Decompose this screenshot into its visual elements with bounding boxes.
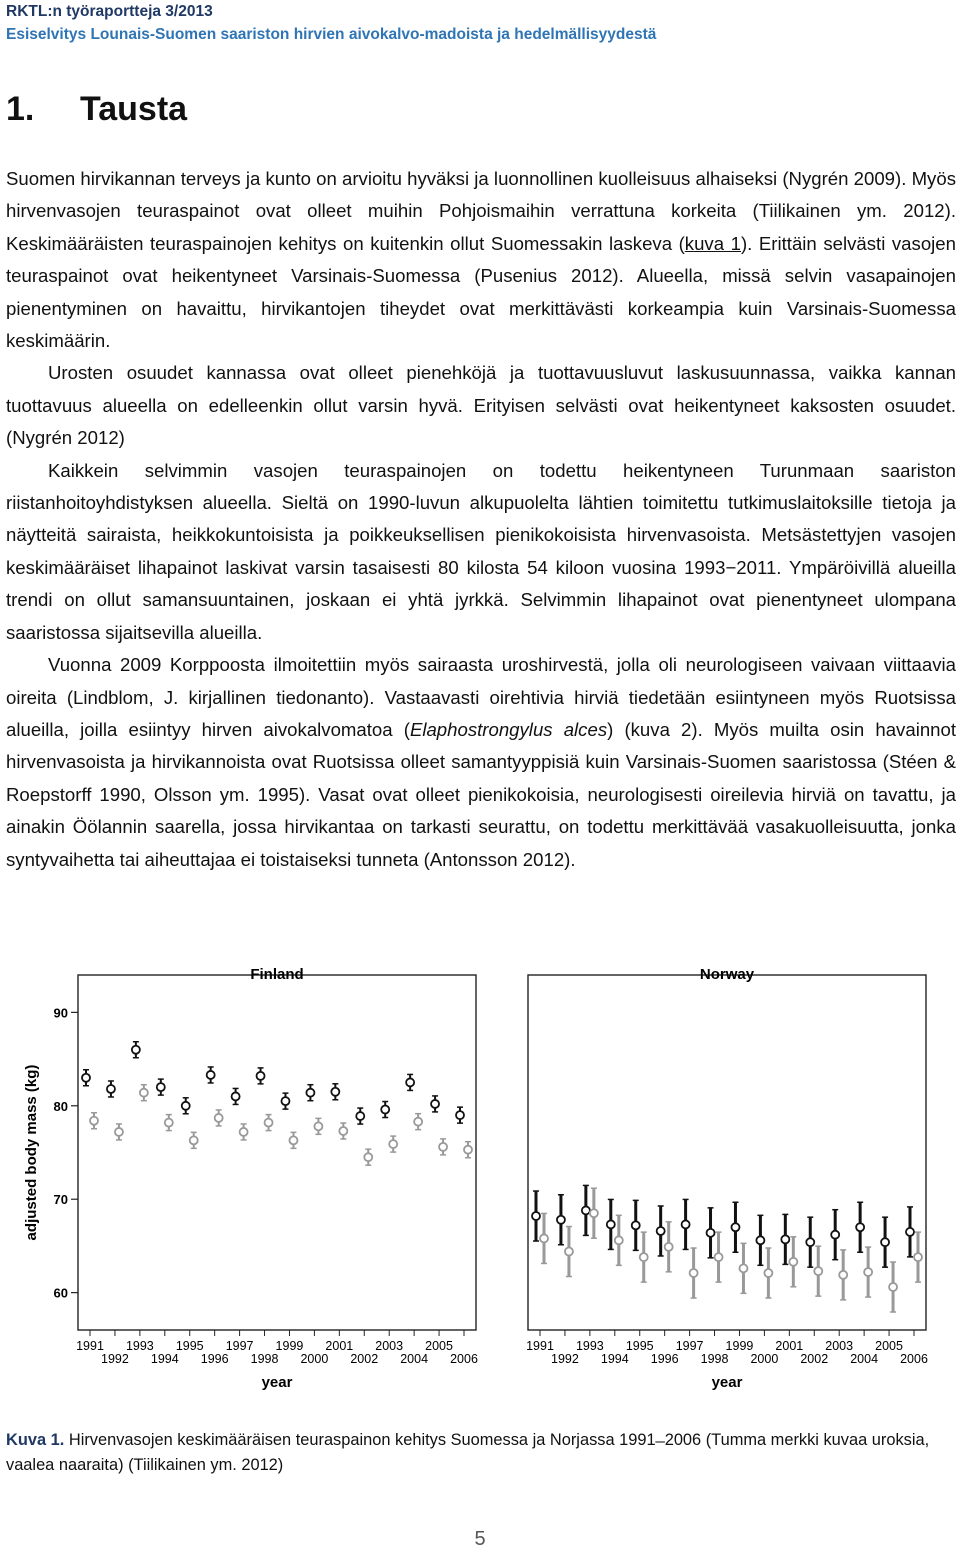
data-point [464, 1146, 472, 1154]
data-point [557, 1216, 565, 1224]
data-point [906, 1228, 914, 1236]
data-point [565, 1248, 573, 1256]
x-tick-label: 1992 [551, 1352, 579, 1366]
data-point [640, 1253, 648, 1261]
data-point [339, 1127, 347, 1135]
data-point [232, 1092, 240, 1100]
data-point [132, 1046, 140, 1054]
x-tick-label: 1996 [650, 1352, 679, 1366]
x-axis-label: year [261, 1374, 293, 1391]
data-point [115, 1128, 123, 1136]
data-point [257, 1072, 265, 1080]
chart-title: Norway [699, 966, 755, 983]
data-point [389, 1140, 397, 1148]
data-point [90, 1117, 98, 1125]
x-tick-label: 1998 [250, 1352, 279, 1366]
x-tick-label: 1993 [575, 1339, 604, 1353]
data-point [607, 1220, 615, 1228]
data-point [715, 1253, 723, 1261]
x-tick-label: 2002 [800, 1352, 829, 1366]
x-tick-label: 1999 [725, 1339, 754, 1353]
data-point [414, 1118, 422, 1126]
section-number: 1. [6, 90, 35, 128]
header-title: Esiselvitys Lounais-Suomen saariston hirvien aivokalvo-madoista ja hedelmällisyydestä [6, 26, 657, 43]
data-point [864, 1268, 872, 1276]
data-point [665, 1243, 673, 1251]
x-tick-label: 1994 [600, 1352, 629, 1366]
data-point [364, 1153, 372, 1161]
data-point [165, 1119, 173, 1127]
paragraph-3: Kaikkein selvimmin vasojen teuraspainojen on todettu heikentyneen Turunmaan saariston riistanhoitoyhdistyksen alueella. Sieltä on 1990-luvun alkupuolelta lähtien toimitettu tutkimuslaitoksille tietoja ja näytteitä sairaista, heikkokuntoisista ja poikkeuksellisen pienikokoisista hirvenvasoista. Metsästettyjen vasojen keskimääräiset lihapainot laskivat varsin tasaisesti 80 kilosta 54 kiloon vuosina 1993−2011. Ympäröivillä alueilla trendi on ollut samansuuntainen, joskaan ei yhtä jyrkkä. Selvimmin lihapainot ovat pienentyneet ulompana saaristossa sijaitsevilla alueilla. [6, 459, 956, 643]
data-point [314, 1122, 322, 1130]
paragraph-1-text-b: ). Erittäin selvästi vasojen teuraspainot ovat heikentyneet Varsinais-Suomessa (Pusenius 2012). Alueella, missä selvin vasapainojen pienentyminen on havaittu, hirvikantojen tiheydet ovat merkittävästi korkeampia kuin Varsinais-Suomessa keskimäärin. [6, 232, 956, 352]
x-tick-label: 1993 [125, 1339, 154, 1353]
x-tick-label: 2004 [400, 1352, 429, 1366]
data-point [881, 1238, 889, 1246]
x-tick-label: 2000 [750, 1352, 779, 1366]
chart-panel-2 [526, 966, 928, 1391]
x-tick-label: 1998 [700, 1352, 729, 1366]
header-series: RKTL:n työraportteja 3/2013 [6, 3, 213, 20]
x-tick-label: 2003 [375, 1339, 404, 1353]
plot-frame [528, 975, 926, 1330]
data-point [306, 1089, 314, 1097]
data-point [914, 1253, 922, 1261]
data-point [889, 1283, 897, 1291]
paragraph-4 [6, 649, 956, 876]
x-tick-label: 2002 [350, 1352, 379, 1366]
data-point [731, 1223, 739, 1231]
data-point [82, 1074, 90, 1082]
caption-text: Hirvenvasojen keskimääräisen teuraspainon kehitys Suomessa ja Norjassa 1991 ̶ 2006 (Tumma merkki kuvaa uroksia, vaalea naaraita) (Tiilikainen ym. 2012) [6, 1431, 930, 1474]
x-tick-label: 2004 [850, 1352, 879, 1366]
data-point [590, 1209, 598, 1217]
data-point [615, 1236, 623, 1244]
data-point [756, 1236, 764, 1244]
data-point [582, 1206, 590, 1214]
caption-label: Kuva 1. [6, 1431, 65, 1449]
data-point [289, 1136, 297, 1144]
data-point [690, 1269, 698, 1277]
data-point [439, 1143, 447, 1151]
data-point [182, 1102, 190, 1110]
x-tick-label: 1995 [175, 1339, 204, 1353]
data-point [831, 1231, 839, 1239]
x-axis-label: year [711, 1374, 743, 1391]
data-point [632, 1221, 640, 1229]
section-heading [6, 90, 187, 129]
x-tick-label: 1994 [150, 1352, 179, 1366]
chart-panel-1 [23, 966, 478, 1391]
data-point [540, 1234, 548, 1242]
paragraph-4-text-b: ) (kuva 2). Myös muilta osin havainnot hirvenvasoista ja hirvikannoista ovat Ruotsissa olleet samantyyppisiä kuin Varsinais-Suomen saaristossa (Stéen & Roepstorff 1990, Olsson ym. 1995). Vasat ovat olleet pienikokoisia, neurologisesti oireilevia hirviä on tavattu, ja ainakin Öölannin saarella, jossa hirvikantaa on tarkasti seurattu, on todettu merkittävää vasakuolleisuutta, jonka syntyvaihetta tai aiheuttajaa ei toistaiseksi tunneta (Antonsson 2012). [6, 718, 957, 870]
x-tick-label: 1996 [200, 1352, 229, 1366]
data-point [331, 1088, 339, 1096]
y-tick-label: 90 [53, 1005, 68, 1021]
paragraph-1-text-a: Suomen hirvikannan terveys ja kunto on arvioitu hyväksi ja luonnollinen kuolleisuus alhaiseksi (Nygrén 2009). Myös hirvenvasojen teuraspainot ovat olleet muihin Pohjoismaihin verrattuna korkeita (Tiilikainen ym. 2012). Keskimääräisten teuraspainojen kehitys on kuitenkin ollut Suomessakin laskeva ( [6, 168, 956, 254]
data-point [707, 1229, 715, 1237]
y-axis-label: adjusted body mass (kg) [23, 1064, 40, 1241]
data-point [532, 1212, 540, 1220]
data-point [456, 1111, 464, 1119]
x-tick-label: 1997 [675, 1339, 704, 1353]
paragraph-4-text-a: Vuonna 2009 Korppoosta ilmoitettiin myös sairaasta uroshirvestä, jolla oli neurologiseen vaivaan viittaavia oireita (Lindblom, J. kirjallinen tiedonanto). Vastaavasti oirehtivia hirviä tiedetään esiintyneen myös Ruotsissa alueilla, joilla esiintyy hirven aivokalvomatoa ( [6, 654, 956, 740]
x-tick-label: 1992 [101, 1352, 129, 1366]
data-point [657, 1227, 665, 1235]
x-tick-label: 1999 [275, 1339, 304, 1353]
figure-body-mass-chart [18, 960, 938, 1400]
data-point [281, 1097, 289, 1105]
data-point [265, 1119, 273, 1127]
species-name: Elaphostrongylus alces [409, 718, 608, 740]
y-tick-label: 80 [53, 1098, 68, 1114]
x-tick-label: 1991 [526, 1339, 554, 1353]
figure-reference-link[interactable]: kuva 1 [684, 232, 741, 254]
data-point [431, 1100, 439, 1108]
section-title: Tausta [80, 90, 188, 128]
data-point [240, 1128, 248, 1136]
data-point [682, 1220, 690, 1228]
paragraph-1 [6, 163, 956, 357]
body-text [6, 163, 956, 876]
paragraph-2: Urosten osuudet kannassa ovat olleet pienehköjä ja tuottavuusluvut laskusuunnassa, vaikka kannan tuottavuus alueella on edelleenkin ollut varsin hyvä. Erityisen selvästi ovat heikentyneet kaksosten osuudet. (Nygrén 2012) [6, 362, 956, 449]
data-point [140, 1089, 148, 1097]
data-point [356, 1112, 364, 1120]
data-point [190, 1136, 198, 1144]
x-tick-label: 1995 [625, 1339, 654, 1353]
data-point [856, 1223, 864, 1231]
x-tick-label: 1991 [76, 1339, 104, 1353]
chart-title: Finland [250, 966, 304, 983]
x-tick-label: 2006 [450, 1352, 478, 1366]
data-point [806, 1238, 814, 1246]
x-tick-label: 2001 [325, 1339, 354, 1353]
data-point [814, 1267, 822, 1275]
data-point [215, 1114, 223, 1122]
data-point [406, 1078, 414, 1086]
data-point [107, 1085, 115, 1093]
data-point [781, 1235, 789, 1243]
data-point [739, 1264, 747, 1272]
x-tick-label: 2001 [775, 1339, 804, 1353]
data-point [764, 1269, 772, 1277]
x-tick-label: 2005 [875, 1339, 903, 1353]
data-point [381, 1106, 389, 1114]
data-point [789, 1258, 797, 1266]
y-tick-label: 70 [53, 1192, 68, 1208]
data-point [839, 1271, 847, 1279]
x-tick-label: 2006 [900, 1352, 928, 1366]
data-point [157, 1083, 165, 1091]
x-tick-label: 1997 [225, 1339, 254, 1353]
y-tick-label: 60 [53, 1285, 68, 1301]
figure-caption [6, 1428, 956, 1478]
x-tick-label: 2005 [425, 1339, 453, 1353]
x-tick-label: 2003 [825, 1339, 854, 1353]
plot-frame [78, 975, 476, 1330]
page-number: 5 [474, 1528, 486, 1550]
data-point [207, 1071, 215, 1079]
x-tick-label: 2000 [300, 1352, 329, 1366]
